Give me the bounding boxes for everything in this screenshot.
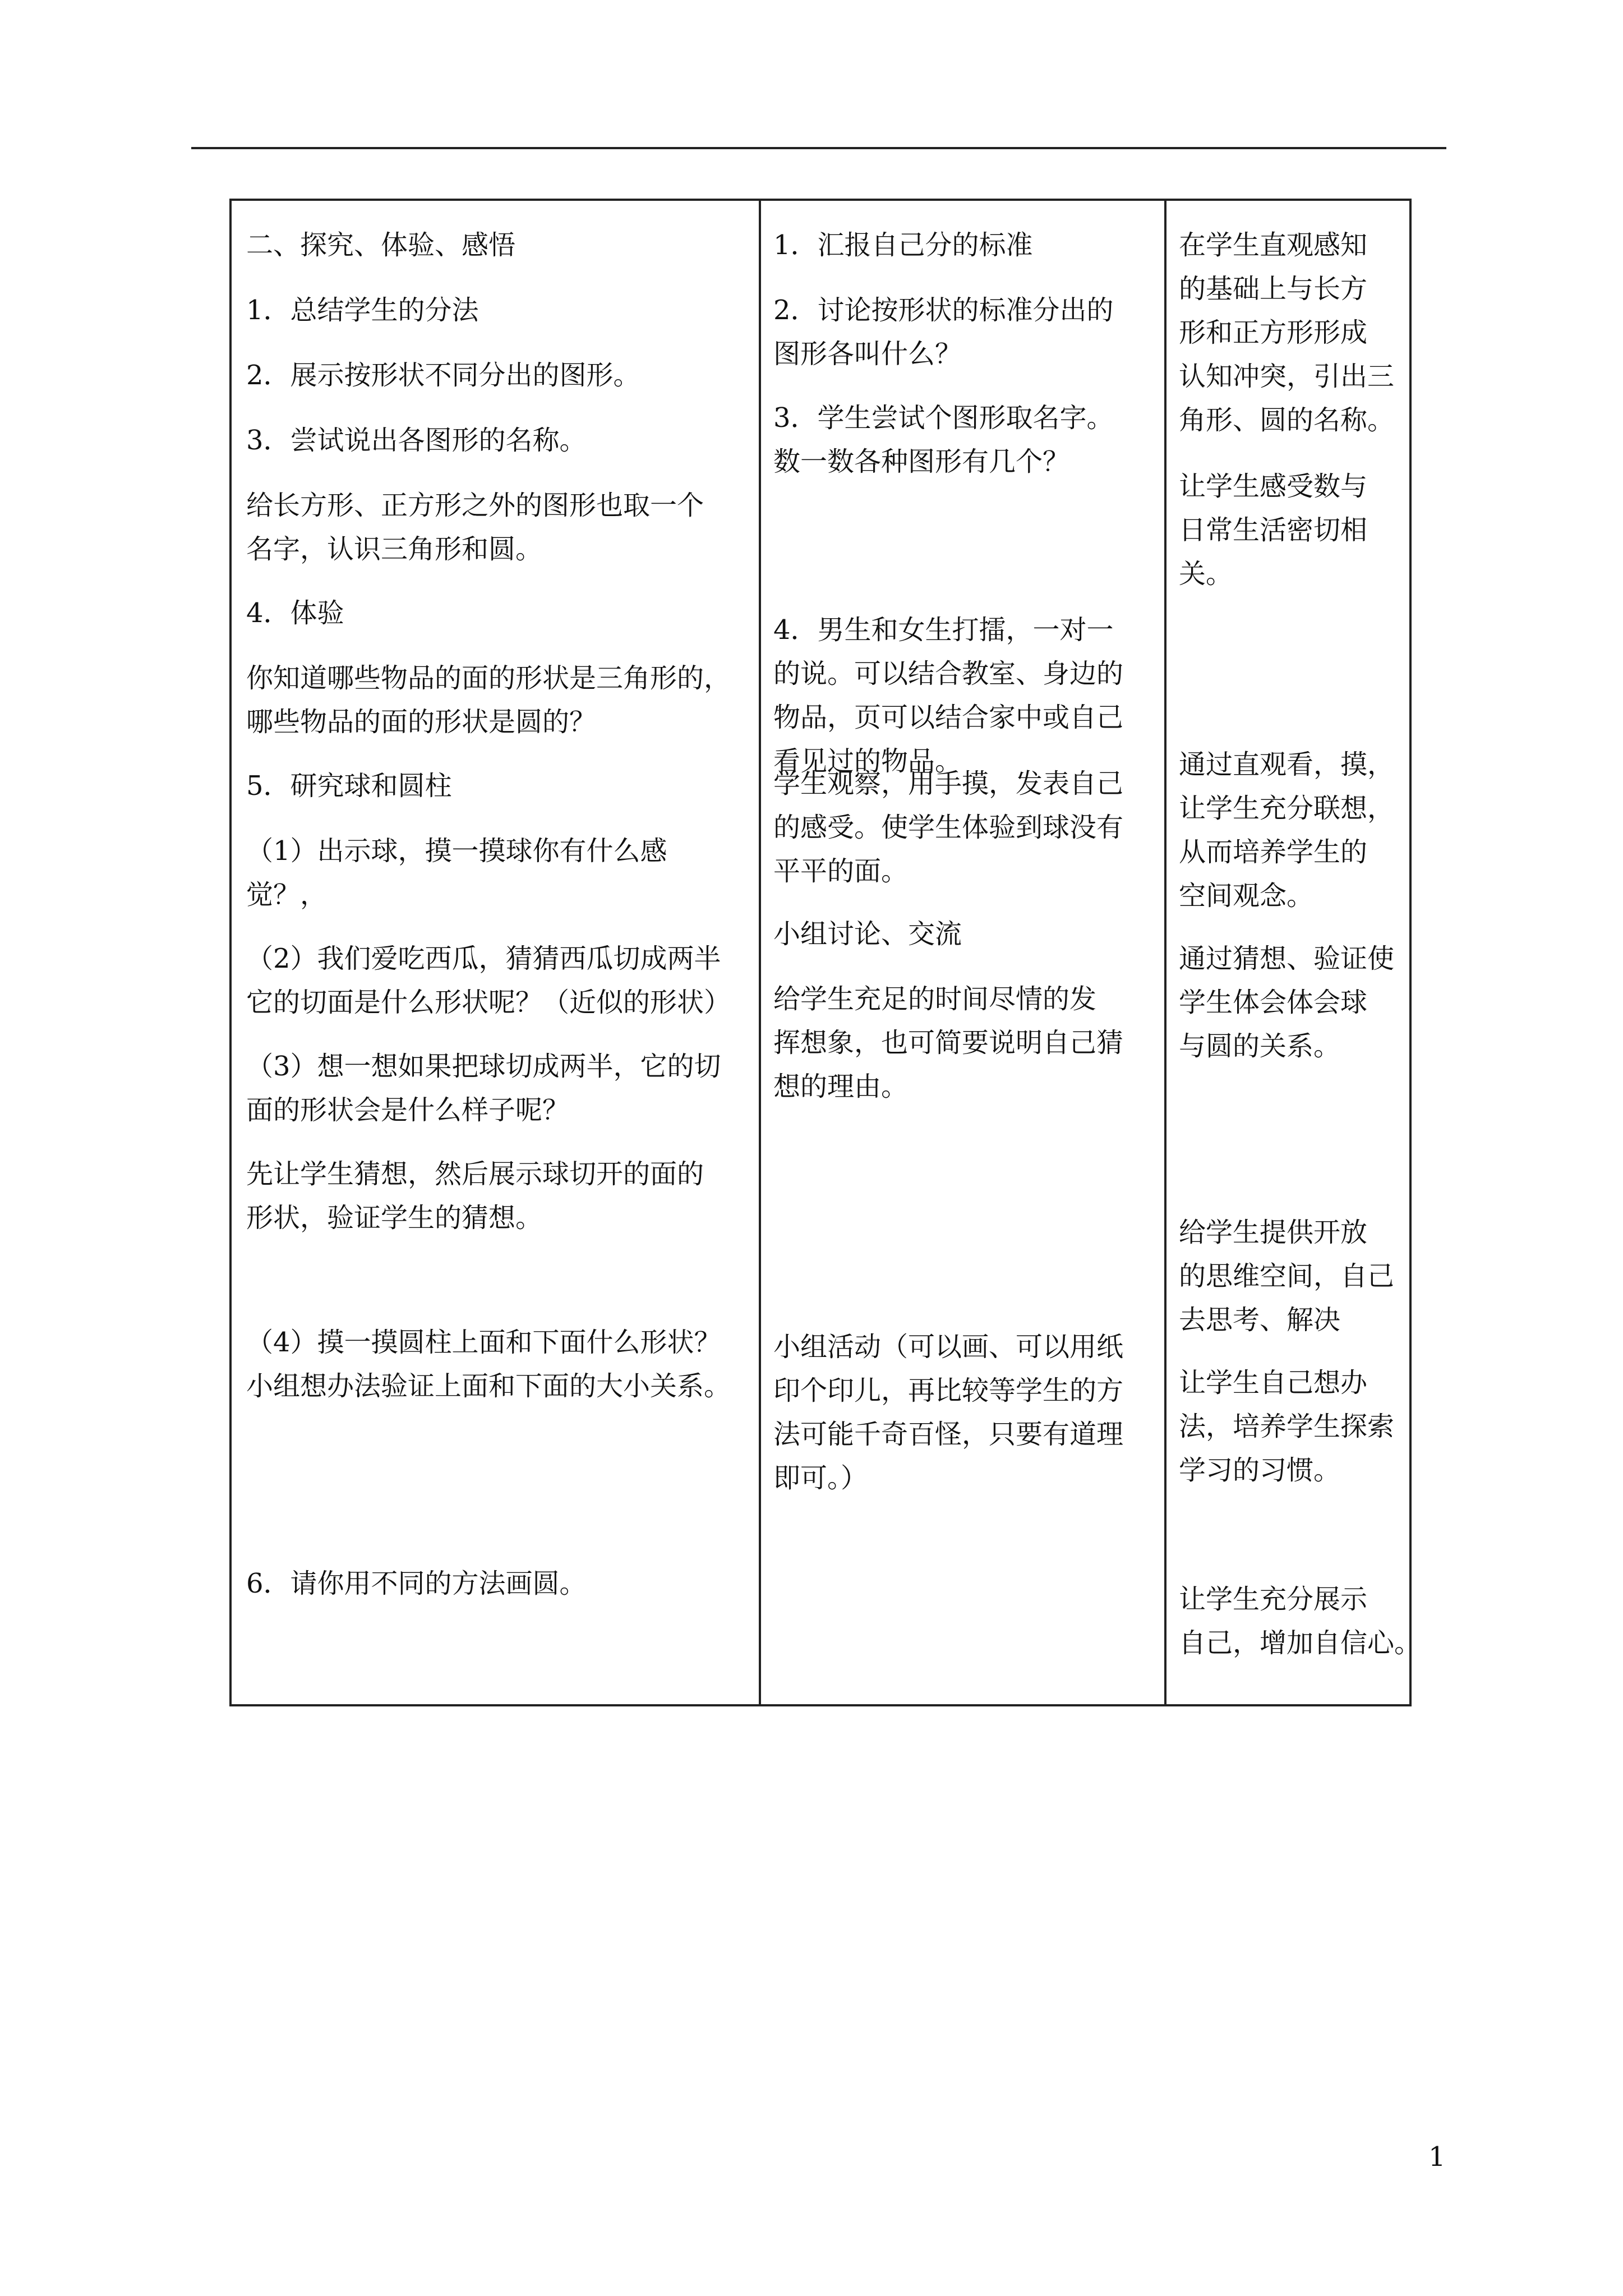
cell-paragraph: 3．学生尝试个图形取名字。 数一数各种图形有几个？: [773, 402, 1114, 477]
cell-paragraph: 通过猜想、验证使 学生体会体会球 与圆的关系。: [1179, 943, 1395, 1062]
cell-paragraph: 小组讨论、交流: [773, 918, 962, 950]
cell-paragraph: 让学生自己想办 法，培养学生探索 学习的习惯。: [1179, 1367, 1395, 1486]
column-divider: [1164, 201, 1166, 1704]
cell-paragraph: （3）想一想如果把球切成两半，它的切 面的形状会是什么样子呢？: [246, 1051, 721, 1126]
cell-paragraph: 通过直观看，摸， 让学生充分联想， 从而培养学生的 空间观念。: [1179, 749, 1395, 912]
cell-paragraph: 2．讨论按形状的标准分出的 图形各叫什么？: [773, 295, 1114, 370]
page-number: 1: [1428, 2141, 1446, 2173]
cell-paragraph: 你知道哪些物品的面的形状是三角形的， 哪些物品的面的形状是圆的？: [246, 662, 731, 738]
cell-paragraph: 1．总结学生的分法: [246, 295, 479, 326]
cell-paragraph: 先让学生猜想，然后展示球切开的面的 形状，验证学生的猜想。: [246, 1158, 704, 1234]
cell-paragraph: （2）我们爱吃西瓜，猜猜西瓜切成两半 它的切面是什么形状呢？（近似的形状）: [246, 943, 731, 1018]
cell-paragraph: 4．体验: [246, 597, 344, 629]
header-rule: [191, 147, 1446, 149]
cell-paragraph: 二、探究、体验、感悟: [246, 229, 516, 261]
cell-paragraph: （4）摸一摸圆柱上面和下面什么形状？ 小组想办法验证上面和下面的大小关系。: [246, 1327, 731, 1402]
cell-paragraph: 2．展示按形状不同分出的图形。: [246, 360, 640, 391]
cell-paragraph: 让学生充分展示 自己，增加自信心。: [1179, 1584, 1422, 1659]
cell-paragraph: 给学生充足的时间尽情的发 挥想象，也可简要说明自己猜 想的理由。: [773, 983, 1124, 1102]
cell-paragraph: 给学生提供开放 的思维空间，自己 去思考、解决: [1179, 1217, 1395, 1336]
cell-paragraph: 4．男生和女生打擂，一对一 的说。可以结合教室、身边的 物品，页可以结合家中或自己 看见过的物品。: [773, 614, 1124, 777]
cell-paragraph: （1）出示球，摸一摸球你有什么感 觉？，: [246, 835, 667, 910]
cell-paragraph: 5．研究球和圆柱: [246, 770, 452, 802]
cell-paragraph: 小组活动（可以画、可以用纸 印个印儿，再比较等学生的方 法可能千奇百怪，只要有道理 即可。）: [773, 1331, 1124, 1494]
lesson-table: [229, 199, 1422, 1706]
cell-paragraph: 给长方形、正方形之外的图形也取一个 名字，认识三角形和圆。: [246, 490, 704, 565]
cell-paragraph: 让学生感受数与 日常生活密切相 关。: [1179, 471, 1368, 590]
cell-paragraph: 在学生直观感知 的基础上与长方 形和正方形形成 认知冲突，引出三 角形、圆的名称。: [1179, 229, 1395, 436]
cell-paragraph: 6．请你用不同的方法画圆。: [246, 1568, 587, 1599]
cell-paragraph: 3．尝试说出各图形的名称。: [246, 425, 587, 456]
column-divider: [759, 201, 761, 1704]
cell-paragraph: 1．汇报自己分的标准: [773, 229, 1033, 261]
cell-paragraph: 学生观察，用手摸，发表自己 的感受。使学生体验到球没有 平平的面。: [773, 768, 1124, 887]
